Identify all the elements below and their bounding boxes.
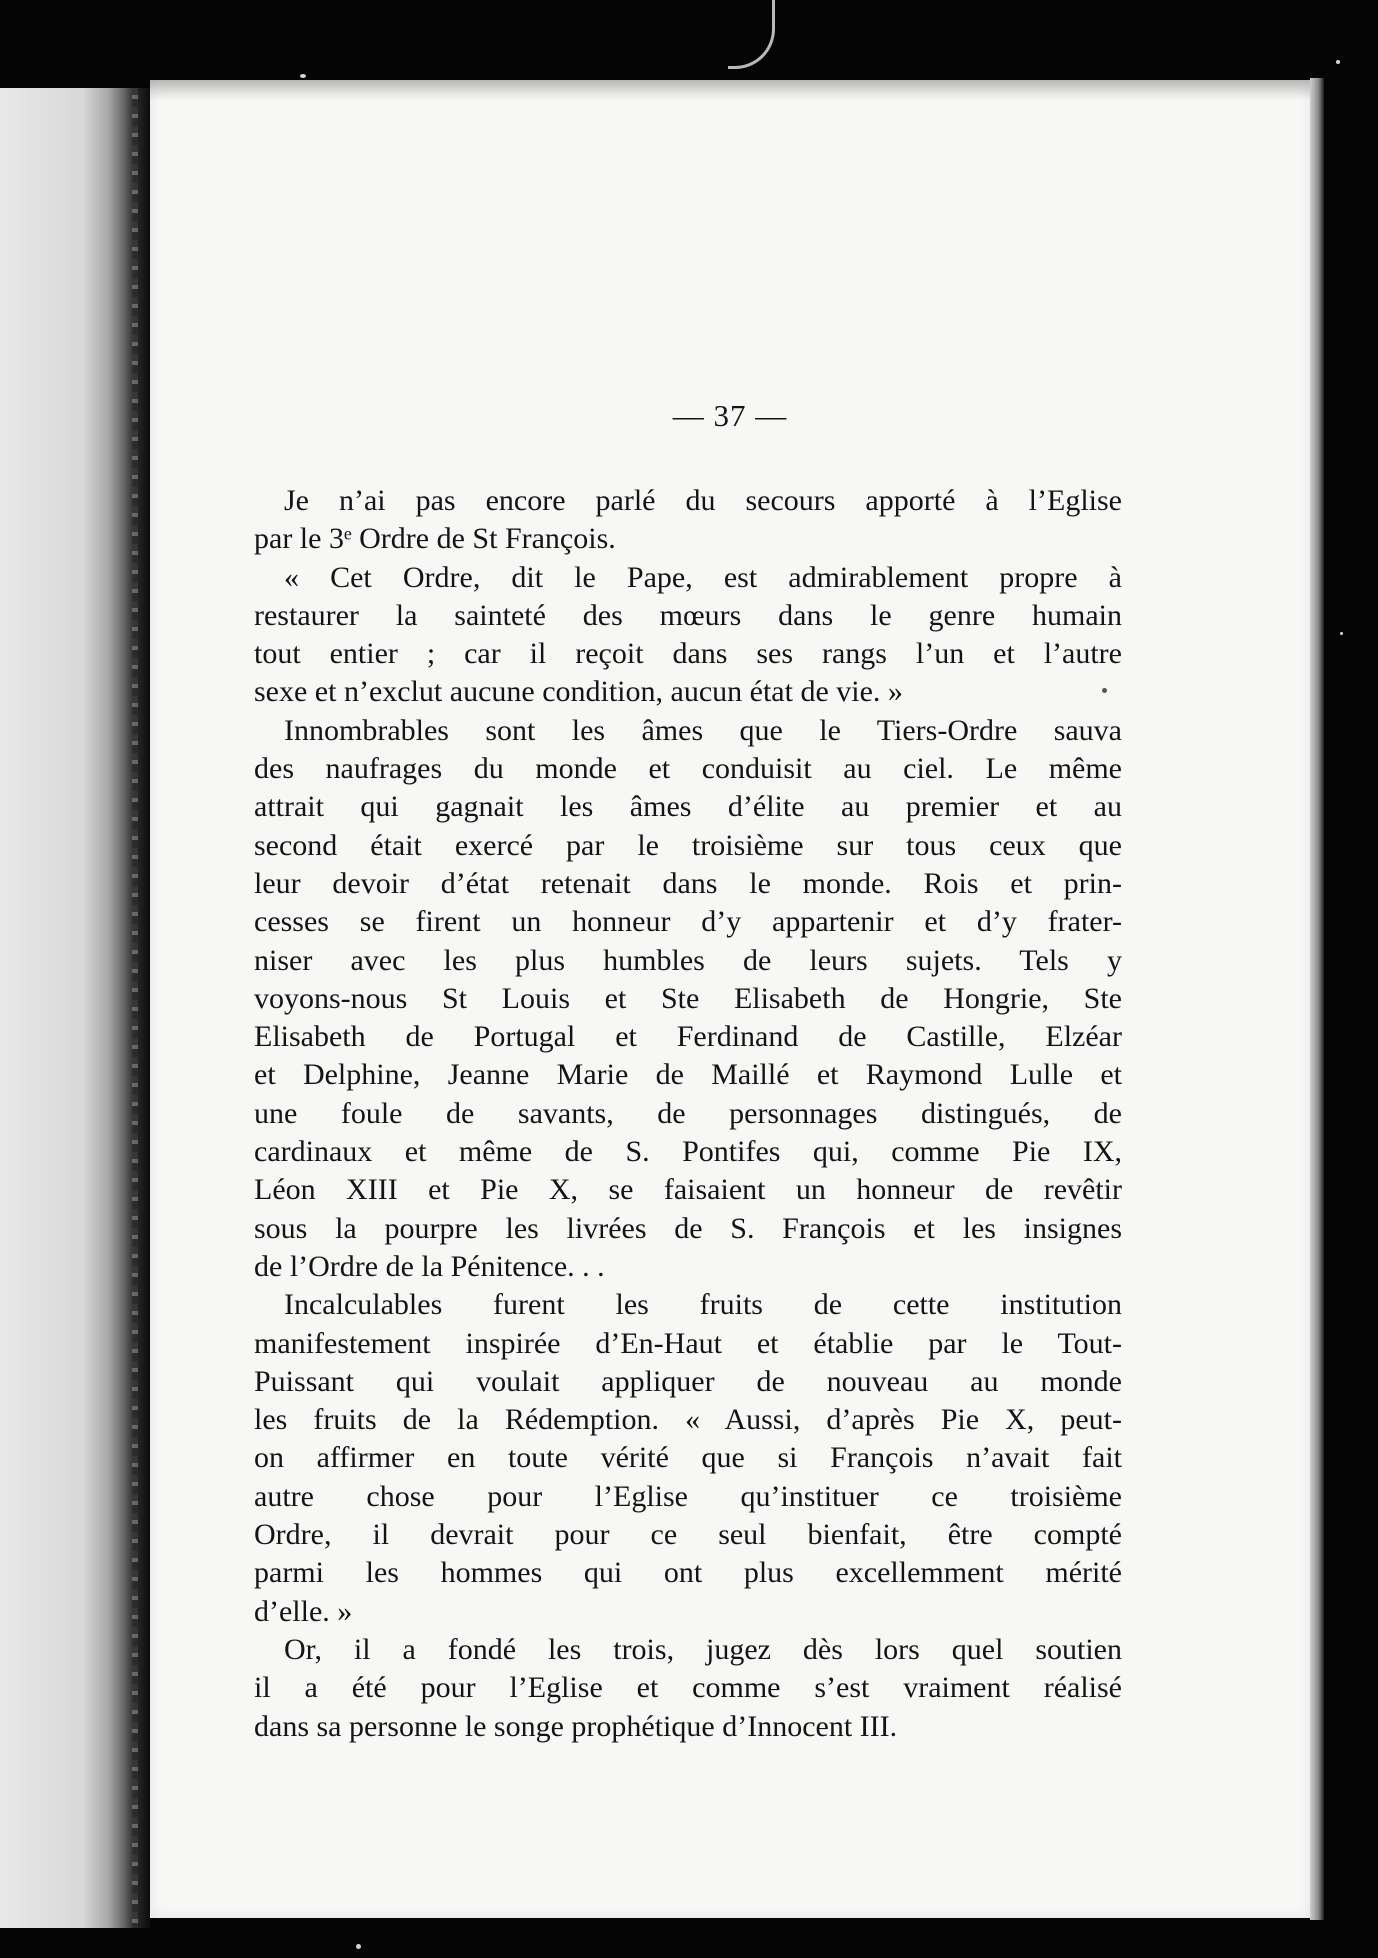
- text-line: cardinaux et même de S. Pontifes qui, comme Pie IX,: [254, 1135, 1122, 1169]
- text-line: restaurer la sainteté des mœurs dans le genre humain: [254, 598, 1122, 632]
- text-line: une foule de savants, de personnages distingués, de: [254, 1096, 1122, 1130]
- text-line: d’elle. »: [254, 1594, 353, 1628]
- text-line: Or, il a fondé les trois, jugez dès lors quel soutien: [284, 1632, 1122, 1666]
- text-line: parmi les hommes qui ont plus excellemment mérité: [254, 1556, 1122, 1590]
- text-line: Je n’ai pas encore parlé du secours apporté à l’Eglise: [284, 484, 1122, 517]
- speck: [300, 74, 306, 78]
- binding-edge: [0, 88, 150, 1928]
- text-line: manifestement inspirée d’En-Haut et établie par le Tout-: [254, 1326, 1122, 1360]
- text-line: il a été pour l’Eglise et comme s’est vraiment réalisé: [254, 1671, 1122, 1705]
- text-line: leur devoir d’état retenait dans le monde. Rois et prin-: [254, 866, 1122, 900]
- text-line: par le 3ᵉ Ordre de St François.: [254, 522, 616, 556]
- text-line: Puissant qui voulait appliquer de nouveau au monde: [254, 1364, 1122, 1398]
- text-line: Innombrables sont les âmes que le Tiers-Ordre sauva: [284, 713, 1122, 747]
- text-line: Incalculables furent les fruits de cette institution: [284, 1288, 1122, 1322]
- text-line: « Cet Ordre, dit le Pape, est admirablement propre à: [284, 560, 1122, 594]
- text-line: Ordre, il devrait pour ce seul bienfait, être compté: [254, 1518, 1122, 1552]
- text-line: voyons-nous St Louis et Ste Elisabeth de Hongrie, Ste: [254, 981, 1122, 1015]
- text-line: et Delphine, Jeanne Marie de Maillé et Raymond Lulle et: [254, 1058, 1122, 1092]
- text-line: attrait qui gagnait les âmes d’élite au premier et au: [254, 790, 1122, 824]
- text-line: niser avec les plus humbles de leurs sujets. Tels y: [254, 943, 1122, 977]
- text-line: dans sa personne le songe prophétique d’Innocent III.: [254, 1709, 898, 1743]
- text-line: sous la pourpre les livrées de S. François et les insignes: [254, 1211, 1122, 1245]
- text-line: des naufrages du monde et conduisit au ciel. Le même: [254, 752, 1122, 786]
- text-line: second était exercé par le troisième sur tous ceux que: [254, 828, 1122, 862]
- speck: [1336, 60, 1340, 64]
- text-line: sexe et n’exclut aucune condition, aucun état de vie. »: [254, 675, 903, 709]
- speck: [1102, 688, 1107, 693]
- text-line: les fruits de la Rédemption. « Aussi, d’après Pie X, peut-: [254, 1403, 1122, 1437]
- book-page: [150, 80, 1310, 1918]
- text-line: on affirmer en toute vérité que si François n’avait fait: [254, 1441, 1122, 1475]
- text-line: de l’Ordre de la Pénitence. . .: [254, 1249, 605, 1283]
- text-line: Elisabeth de Portugal et Ferdinand de Castille, Elzéar: [254, 1020, 1122, 1054]
- page-number: — 37 —: [672, 398, 788, 433]
- text-line: cesses se firent un honneur d’y appartenir et d’y frater-: [254, 905, 1122, 939]
- body-text: [254, 482, 1122, 1746]
- text-line: tout entier ; car il reçoit dans ses rangs l’un et l’autre: [254, 637, 1122, 671]
- speck: [356, 1944, 361, 1949]
- text-line: autre chose pour l’Eglise qu’instituer ce troisième: [254, 1479, 1122, 1513]
- speck: [1340, 632, 1343, 635]
- text-line: Léon XIII et Pie X, se faisaient un honneur de revêtir: [254, 1173, 1122, 1207]
- page-right-edge: [1310, 78, 1324, 1920]
